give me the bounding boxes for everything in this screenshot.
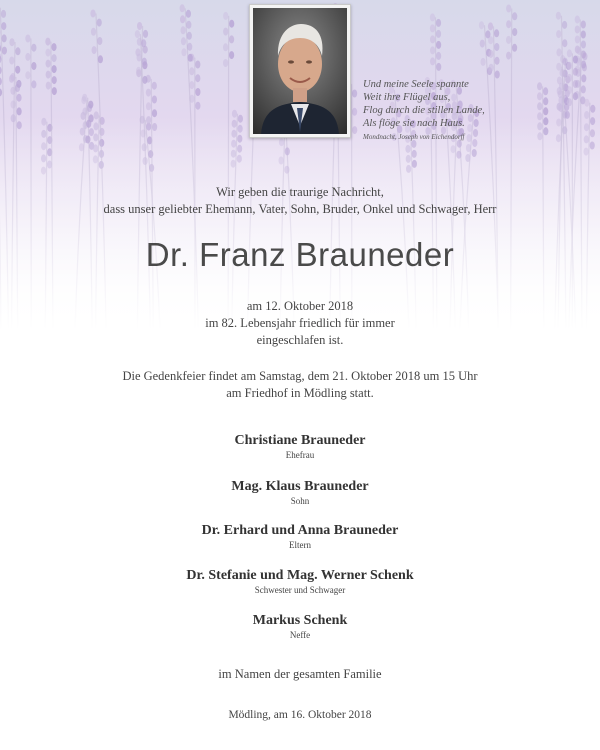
mourner-name: Dr. Stefanie und Mag. Werner Schenk <box>186 568 414 583</box>
ceremony-info <box>0 368 600 402</box>
intro-line: Wir geben die traurige Nachricht, <box>216 185 384 199</box>
mourner-entry <box>0 612 600 641</box>
mourner-name: Christiane Brauneder <box>234 433 366 448</box>
death-line: eingeschlafen ist. <box>256 333 344 347</box>
closing-line: im Namen der gesamten Familie <box>218 667 382 681</box>
intro-text <box>0 184 600 218</box>
mourner-name: Dr. Erhard und Anna Brauneder <box>201 523 399 538</box>
quote-source: Mondnacht, Joseph von Eichendorff <box>363 133 465 141</box>
quote-line: Als flöge sie nach Haus. <box>363 118 465 129</box>
quote-line: Weit ihre Flügel aus, <box>363 92 451 103</box>
mourner-entry <box>0 432 600 461</box>
mourner-name: Mag. Klaus Brauneder <box>231 479 369 494</box>
mourner-name: Markus Schenk <box>252 613 348 628</box>
mourner-relation: Neffe <box>289 630 311 640</box>
mourner-entry <box>0 522 600 551</box>
portrait-photo-icon <box>253 8 347 134</box>
poem-quote <box>363 78 543 142</box>
ceremony-line: am Friedhof in Mödling statt. <box>226 386 374 400</box>
mourner-entry <box>0 567 600 596</box>
intro-line: dass unser geliebter Ehemann, Vater, Sohn, Bruder, Onkel und Schwager, Herr <box>103 202 497 216</box>
death-notice <box>0 298 600 349</box>
death-line: im 82. Lebensjahr friedlich für immer <box>205 316 395 330</box>
mourner-relation: Ehefrau <box>285 450 315 460</box>
mourner-relation: Schwester und Schwager <box>254 585 346 595</box>
quote-line: Und meine Seele spannte <box>363 79 469 90</box>
deceased-name: Dr. Franz Brauneder <box>145 236 455 273</box>
place-date: Mödling, am 16. Oktober 2018 <box>228 709 372 721</box>
mourner-relation: Eltern <box>289 540 311 550</box>
mourner-relation: Sohn <box>290 496 310 506</box>
mourner-entry <box>0 478 600 507</box>
portrait-photo <box>249 4 351 138</box>
death-date: am 12. Oktober 2018 <box>246 299 354 313</box>
ceremony-line: Die Gedenkfeier findet am Samstag, dem 21. Oktober 2018 um 15 Uhr <box>122 369 478 383</box>
quote-line: Flog durch die stillen Lande, <box>363 105 485 116</box>
